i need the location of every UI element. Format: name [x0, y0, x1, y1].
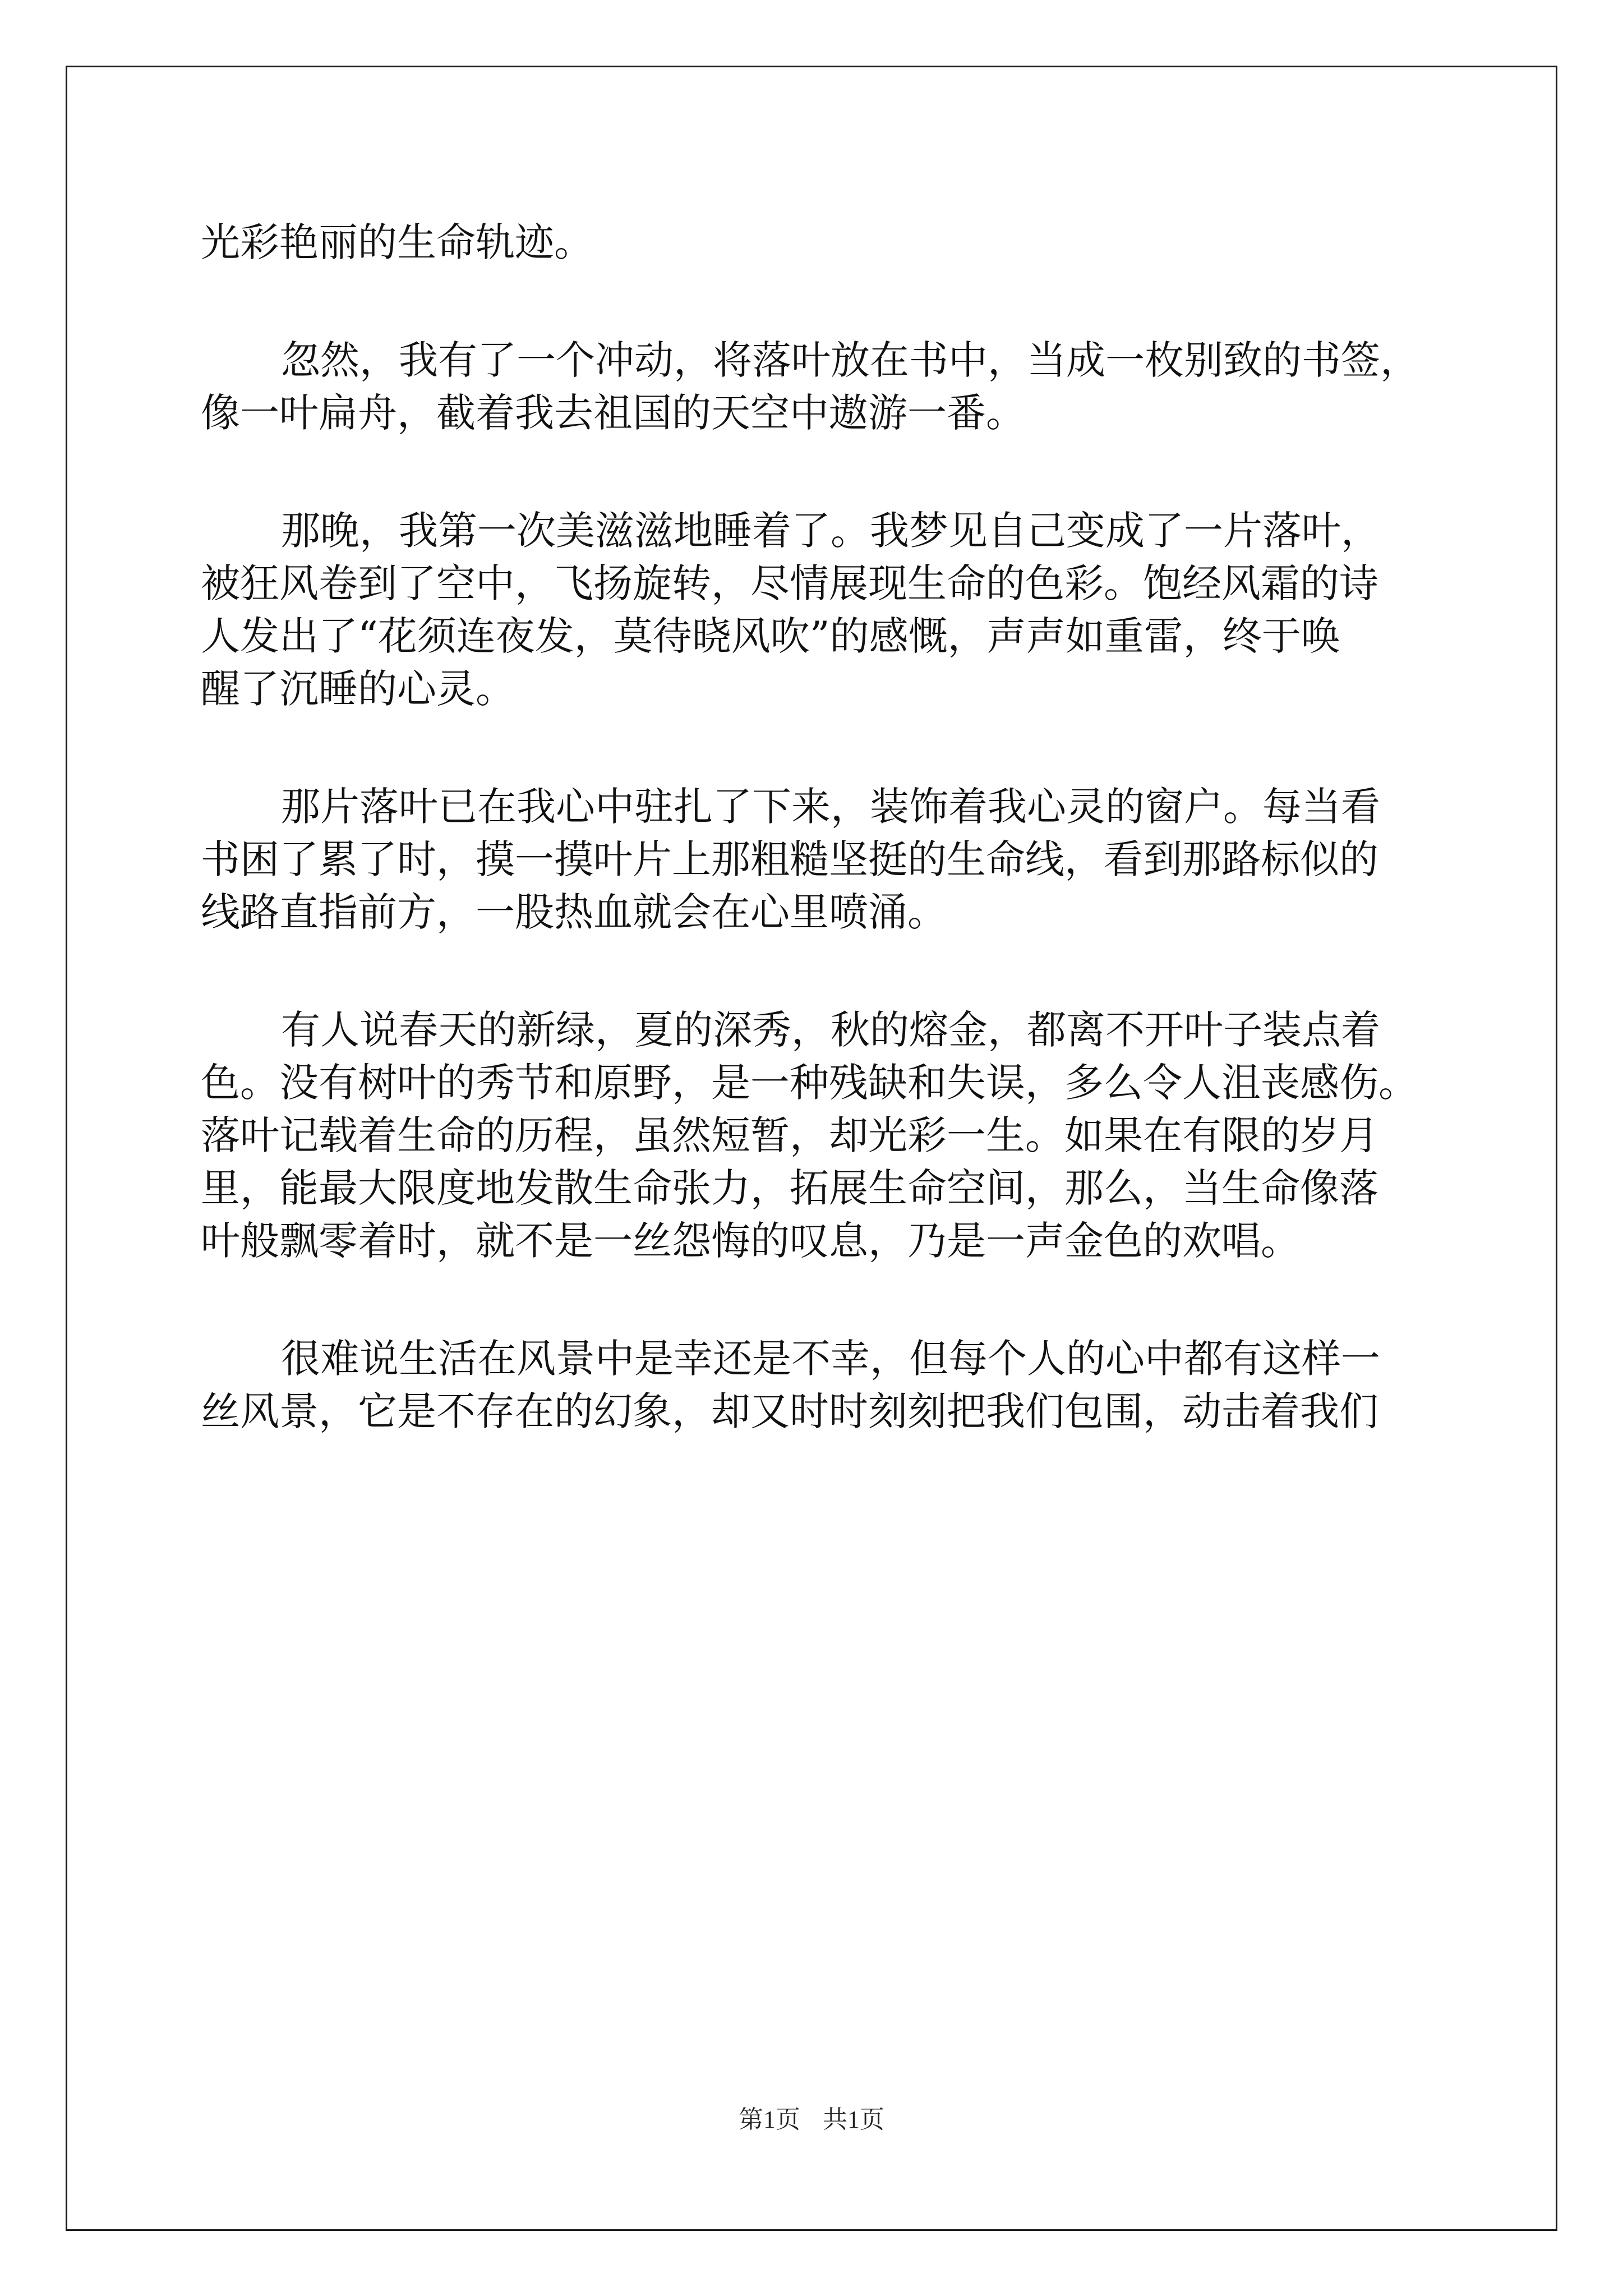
page-number: 第1页 — [739, 2106, 800, 2133]
page-footer — [0, 2099, 1623, 2135]
text-line: 被狂风卷到了空中，飞扬旋转，尽情展现生命的色彩。饱经风霜的诗 — [201, 560, 1378, 606]
document-body — [201, 216, 1418, 1438]
text-line: 醒了沉睡的心灵。 — [201, 666, 515, 712]
text-line: 光彩艳丽的生命轨迹。 — [201, 219, 593, 265]
text-line: 那晚，我第一次美滋滋地睡着了。我梦见自己变成了一片落叶， — [281, 508, 1380, 554]
text-line: 叶般飘零着时，就不是一丝怨悔的叹息，乃是一声金色的欢唱。 — [201, 1218, 1300, 1264]
text-line: 有人说春天的新绿，夏的深秀，秋的熔金，都离不开叶子装点着 — [281, 1007, 1380, 1053]
text-line: 忽然，我有了一个冲动，将落叶放在书中，当成一枚别致的书签， — [281, 337, 1419, 383]
text-line: 丝风景，它是不存在的幻象，却又时时刻刻把我们包围，动击着我们 — [201, 1388, 1378, 1434]
text-line: 很难说生活在风景中是幸还是不幸，但每个人的心中都有这样一 — [281, 1336, 1380, 1382]
text-line: 书困了累了时，摸一摸叶片上那粗糙坚挺的生命线，看到那路标似的 — [201, 836, 1378, 882]
text-line: 像一叶扁舟，截着我去祖国的天空中遨游一番。 — [201, 390, 1025, 436]
text-line: 那片落叶已在我心中驻扎了下来，装饰着我心灵的窗户。每当看 — [281, 784, 1380, 830]
text-line: 色。没有树叶的秀节和原野，是一种残缺和失误，多么令人沮丧感伤。 — [201, 1060, 1418, 1106]
page-total: 共1页 — [823, 2106, 884, 2133]
text-line: 人发出了“花须连夜发，莫待晓风吹”的感慨，声声如重雷，终于唤 — [201, 613, 1340, 659]
text-line: 落叶记载着生命的历程，虽然短暂，却光彩一生。如果在有限的岁月 — [201, 1112, 1378, 1158]
text-line: 线路直指前方，一股热血就会在心里喷涌。 — [201, 889, 947, 935]
text-line: 里，能最大限度地发散生命张力，拓展生命空间，那么，当生命像落 — [201, 1165, 1378, 1211]
